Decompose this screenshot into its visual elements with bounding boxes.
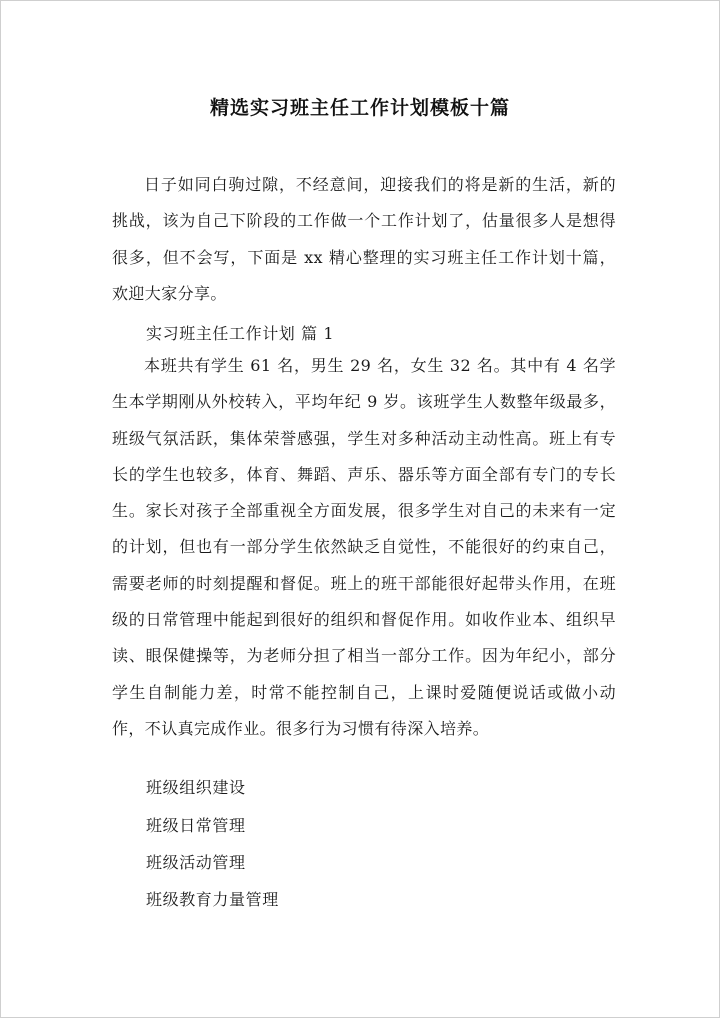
section-heading: 实习班主任工作计划 篇 1 [146,324,335,343]
list-item-activity-management: 班级活动管理 [146,853,246,872]
list-item-daily-management: 班级日常管理 [146,816,246,835]
intro-paragraph: 日子如同白驹过隙，不经意间，迎接我们的将是新的生活，新的挑战，该为自己下阶段的工作做一个工作计划了，估量很多人是想得很多，但不会写，下面是 xx 精心整理的实习班主任工作计划十篇，欢迎大家分享。 [112,175,616,303]
list-item-organization: 班级组织建设 [146,778,246,797]
document-title: 精选实习班主任工作计划模板十篇 [209,97,510,119]
body-paragraph: 本班共有学生 61 名，男生 29 名，女生 32 名。其中有 4 名学生本学期刚从外校转入，平均年纪 9 岁。该班学生人数整年级最多，班级气氛活跃，集体荣誉感强，学生对多种活动主动性高。班上有专长的学生也较多，体育、舞蹈、声乐、器乐等方面全部有专门的专长生。家长对孩子全部重视全方面发展，很多学生对自己的未来有一定的计划，但也有一部分学生依然缺乏自觉性，不能很好的约束自己，需要老师的时刻提醒和督促。班上的班干部能很好起带头作用，在班级的日常管理中能起到很好的组织和督促作用。如收作业本、组织早读、眼保健操等，为老师分担了相当一部分工作。因为年纪小，部分学生自制能力差，时常不能控制自己，上课时爱随便说话或做小动作，不认真完成作业。很多行为习惯有待深入培养。 [112,356,616,738]
list-item-education-management: 班级教育力量管理 [146,890,279,909]
